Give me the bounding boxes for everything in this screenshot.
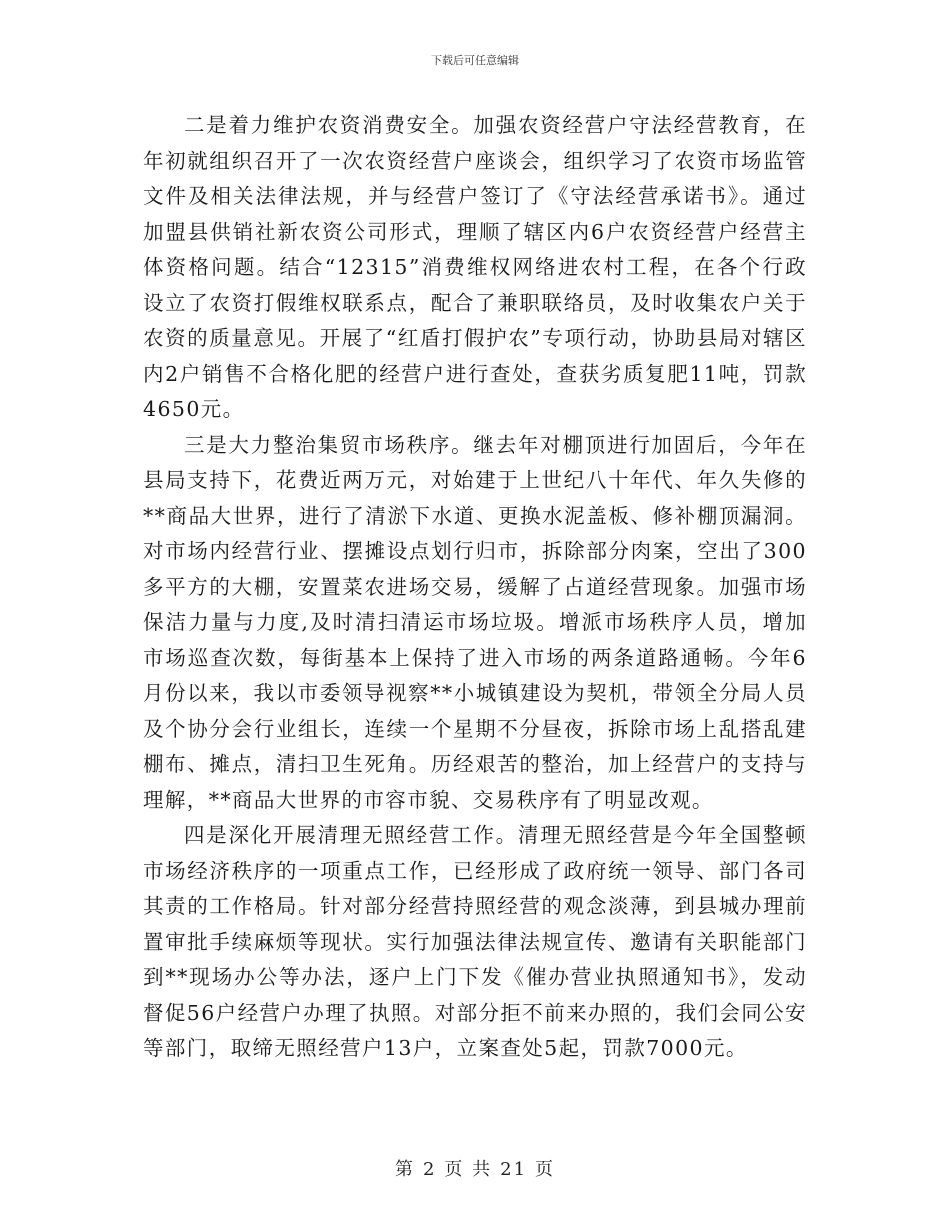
paragraph-market-order: 三是大力整治集贸市场秩序。继去年对棚顶进行加固后，今年在县局支持下，花费近两万元，对始建于上世纪八十年代、年久失修的**商品大世界，进行了清淤下水道、更换水泥盖板、修补棚顶漏洞。对市场内经营行业、摆摊设点划行归市，拆除部分肉案，空出了300多平方的大棚，安置菜农进场交易，缓解了占道经营现象。加强市场保洁力量与力度,及时清扫清运市场垃圾。增派市场秩序人员，增加市场巡查次数，每街基本上保持了进入市场的两条道路通畅。今年6月份以来，我以市委领导视察**小城镇建设为契机，带领全分局人员及个协分会行业组长，连续一个星期不分昼夜，拆除市场上乱搭乱建棚布、摊点，清扫卫生死角。历经艰苦的整治，加上经营户的支持与理解，**商品大世界的市容市貌、交易秩序有了明显改观。	[143, 432, 807, 812]
footer-total-pages: 21	[500, 1159, 528, 1180]
footer-page-number: 2	[422, 1159, 437, 1180]
page-footer	[0, 1155, 950, 1181]
footer-suffix: 页	[535, 1159, 556, 1180]
paragraph-unlicensed-business: 四是深化开展清理无照经营工作。清理无照经营是今年全国整顿市场经济秩序的一项重点工作，已经形成了政府统一领导、部门各司其责的工作格局。针对部分经营持照经营的观念淡薄，到县城办理前置审批手续麻烦等现状。实行加强法律法规宣传、邀请有关职能部门到**现场办公等办法，逐户上门下发《催办营业执照通知书》，发动督促56户经营户办理了执照。对部分拒不前来办照的，我们会同公安等部门，取缔无照经营户13户，立案查处5起，罚款7000元。	[143, 823, 807, 1060]
footer-middle: 页 共	[444, 1159, 493, 1180]
page-header-note: 下载后可任意编辑	[431, 54, 519, 67]
document-body	[143, 108, 807, 1067]
paragraph-rural-supplies: 二是着力维护农资消费安全。加强农资经营户守法经营教育，在年初就组织召开了一次农资经营户座谈会，组织学习了农资市场监管文件及相关法律法规，并与经营户签订了《守法经营承诺书》。通过加盟县供销社新农资公司形式，理顺了辖区内6户农资经营户经营主体资格问题。结合“12315”消费维权网络进农村工程，在各个行政设立了农资打假维权联系点，配合了兼职联络员，及时收集农户关于农资的质量意见。开展了“红盾打假护农”专项行动，协助县局对辖区内2户销售不合格化肥的经营户进行查处，查获劣质复肥11吨，罚款4650元。	[143, 113, 807, 421]
footer-prefix: 第	[394, 1159, 415, 1180]
